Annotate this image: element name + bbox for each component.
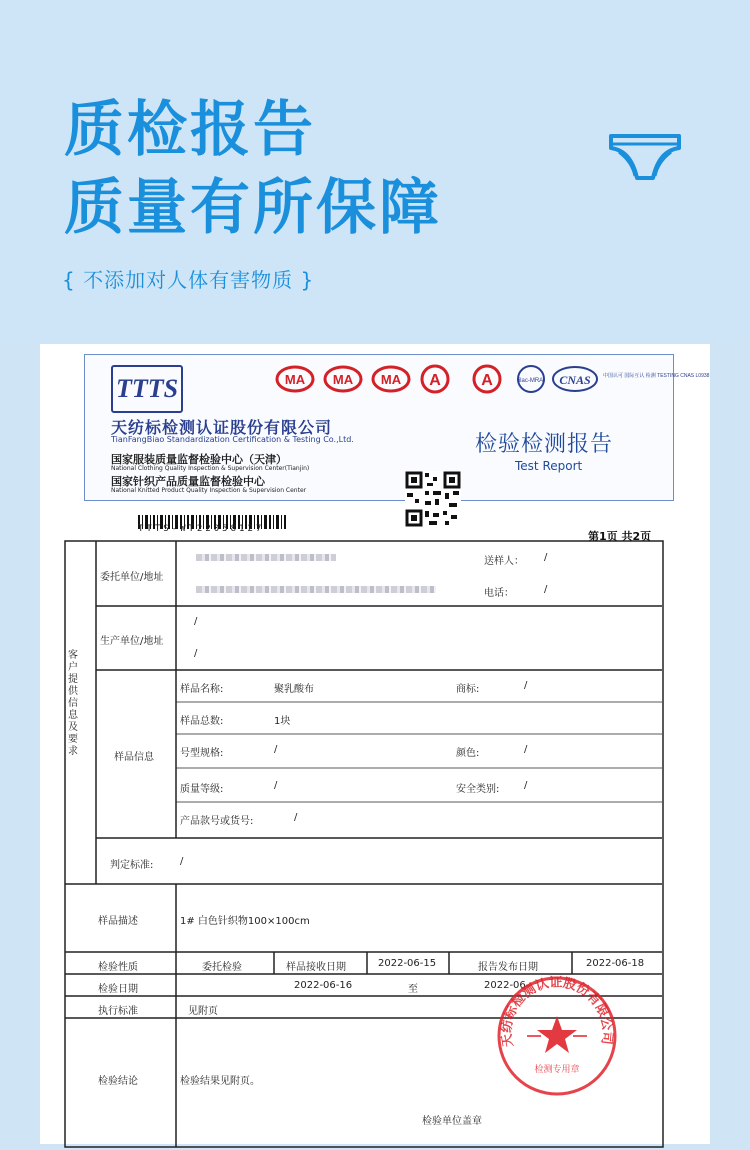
recv-label: 样品接收日期 xyxy=(286,962,346,973)
sample-name-label: 样品名称: xyxy=(180,684,224,695)
grade-label: 质量等级: xyxy=(180,784,224,795)
producer-value-1: / xyxy=(194,616,198,627)
cnas-logo xyxy=(553,367,597,391)
desc-value: 1# 白色针织物100×100cm xyxy=(180,916,310,927)
sample-total-label: 样品总数: xyxy=(180,716,224,727)
sample-name-value: 聚乳酸布 xyxy=(274,684,314,695)
hero-subtitle: { 不添加对人体有害物质 } xyxy=(62,268,315,292)
phone-value: / xyxy=(544,584,548,595)
sender-value: / xyxy=(544,552,548,563)
cma-text-3: MA xyxy=(380,372,402,387)
report-title-cn: 检验检测报告 xyxy=(475,432,614,457)
standard-label: 执行标准 xyxy=(98,1006,138,1017)
cnas-small-text: 中国认可 国际互认 检测 TESTING CNAS L0938 xyxy=(603,373,710,379)
ilac-text: ilac-MRA xyxy=(518,378,544,384)
underwear-icon xyxy=(605,130,685,185)
brand-value: / xyxy=(524,680,528,691)
color-label: 颜色: xyxy=(456,748,480,759)
recv-value: 2022-06-15 xyxy=(378,958,437,969)
safety-value: / xyxy=(524,780,528,791)
conclusion-label: 检验结论 xyxy=(98,1076,138,1087)
seal-sub-text: 检测专用章 xyxy=(534,1065,580,1075)
page-number: 第1页 共2页 xyxy=(588,530,652,543)
center2-en: National Knitted Product Quality Inspection & Supervision Center xyxy=(111,487,307,494)
phone-label: 电话： xyxy=(484,588,514,599)
cnas-text: CNAS xyxy=(559,373,591,387)
cal-text-1: A xyxy=(429,372,441,389)
brand-label: 商标: xyxy=(456,684,480,695)
hero-title-line2: 质量有所保障 xyxy=(64,173,442,243)
producer-value-2: / xyxy=(194,648,198,659)
cma-text-2: MA xyxy=(332,372,354,387)
cal-logo-2 xyxy=(474,366,500,392)
sample-info-label: 样品信息 xyxy=(114,752,154,763)
official-seal-icon xyxy=(495,974,619,1098)
conclusion-value: 检验结果见附页。 xyxy=(180,1076,260,1087)
side-label: 客户提供信息及要求 xyxy=(68,650,78,757)
criteria-label: 判定标准: xyxy=(110,860,154,871)
safety-label: 安全类别: xyxy=(456,784,500,795)
client-label: 委托单位/地址 xyxy=(100,572,164,583)
model-label: 号型规格: xyxy=(180,748,224,759)
date-label: 检验日期 xyxy=(98,984,138,995)
sample-total-value: 1块 xyxy=(274,716,291,727)
cma-logo-2 xyxy=(325,367,361,391)
report-header xyxy=(84,354,710,501)
cal-logo-1 xyxy=(422,366,448,392)
barcode-number: TTTS-WT22058127 xyxy=(138,524,265,534)
qr-code-icon xyxy=(405,471,461,527)
company-name-en: TianFangBiao Standardization Certification & Testing Co.,Ltd. xyxy=(111,435,354,444)
report-title-en: Test Report xyxy=(515,459,583,473)
cal-text-2: A xyxy=(481,372,493,389)
cma-logo-3 xyxy=(373,367,409,391)
date-from: 2022-06-16 xyxy=(294,980,353,991)
hero-title-line1: 质检报告 xyxy=(64,95,316,165)
issue-value: 2022-06-18 xyxy=(586,958,645,969)
criteria-value: / xyxy=(180,856,184,867)
cma-logo-1 xyxy=(277,367,313,391)
center1-cn: 国家服装质量监督检验中心（天津） xyxy=(111,453,287,466)
ttts-logo: TTTS xyxy=(111,365,183,413)
company-name-cn: 天纺标检测认证股份有限公司 xyxy=(111,418,333,437)
sender-label: 送样人： xyxy=(484,556,524,567)
test-report-document xyxy=(40,344,710,1144)
client-name-redacted xyxy=(196,554,336,561)
color-value: / xyxy=(524,744,528,755)
date-to: 2022-06- xyxy=(484,980,530,991)
seal-label: 检验单位盖章 xyxy=(422,1116,482,1127)
style-value: / xyxy=(294,812,298,823)
standard-value: 见附页 xyxy=(188,1006,218,1017)
center2-cn: 国家针织产品质量监督检验中心 xyxy=(111,475,265,488)
producer-label: 生产单位/地址 xyxy=(100,636,164,647)
style-label: 产品款号或货号: xyxy=(180,816,254,827)
seal-arc-text: 天纺标检测认证股份有限公司 xyxy=(499,975,615,1048)
client-address-redacted xyxy=(196,586,436,593)
ilac-logo xyxy=(518,366,544,392)
certification-logos xyxy=(275,363,710,403)
desc-label: 样品描述 xyxy=(98,916,138,927)
grade-value: / xyxy=(274,780,278,791)
issue-label: 报告发布日期 xyxy=(478,962,538,973)
date-to-word: 至 xyxy=(408,984,418,995)
nature-value: 委托检验 xyxy=(202,962,242,973)
cma-text-1: MA xyxy=(284,372,306,387)
nature-label: 检验性质 xyxy=(98,962,138,973)
model-value: / xyxy=(274,744,278,755)
center1-en: National Clothing Quality Inspection & Supervision Center(Tianjin) xyxy=(111,465,310,472)
